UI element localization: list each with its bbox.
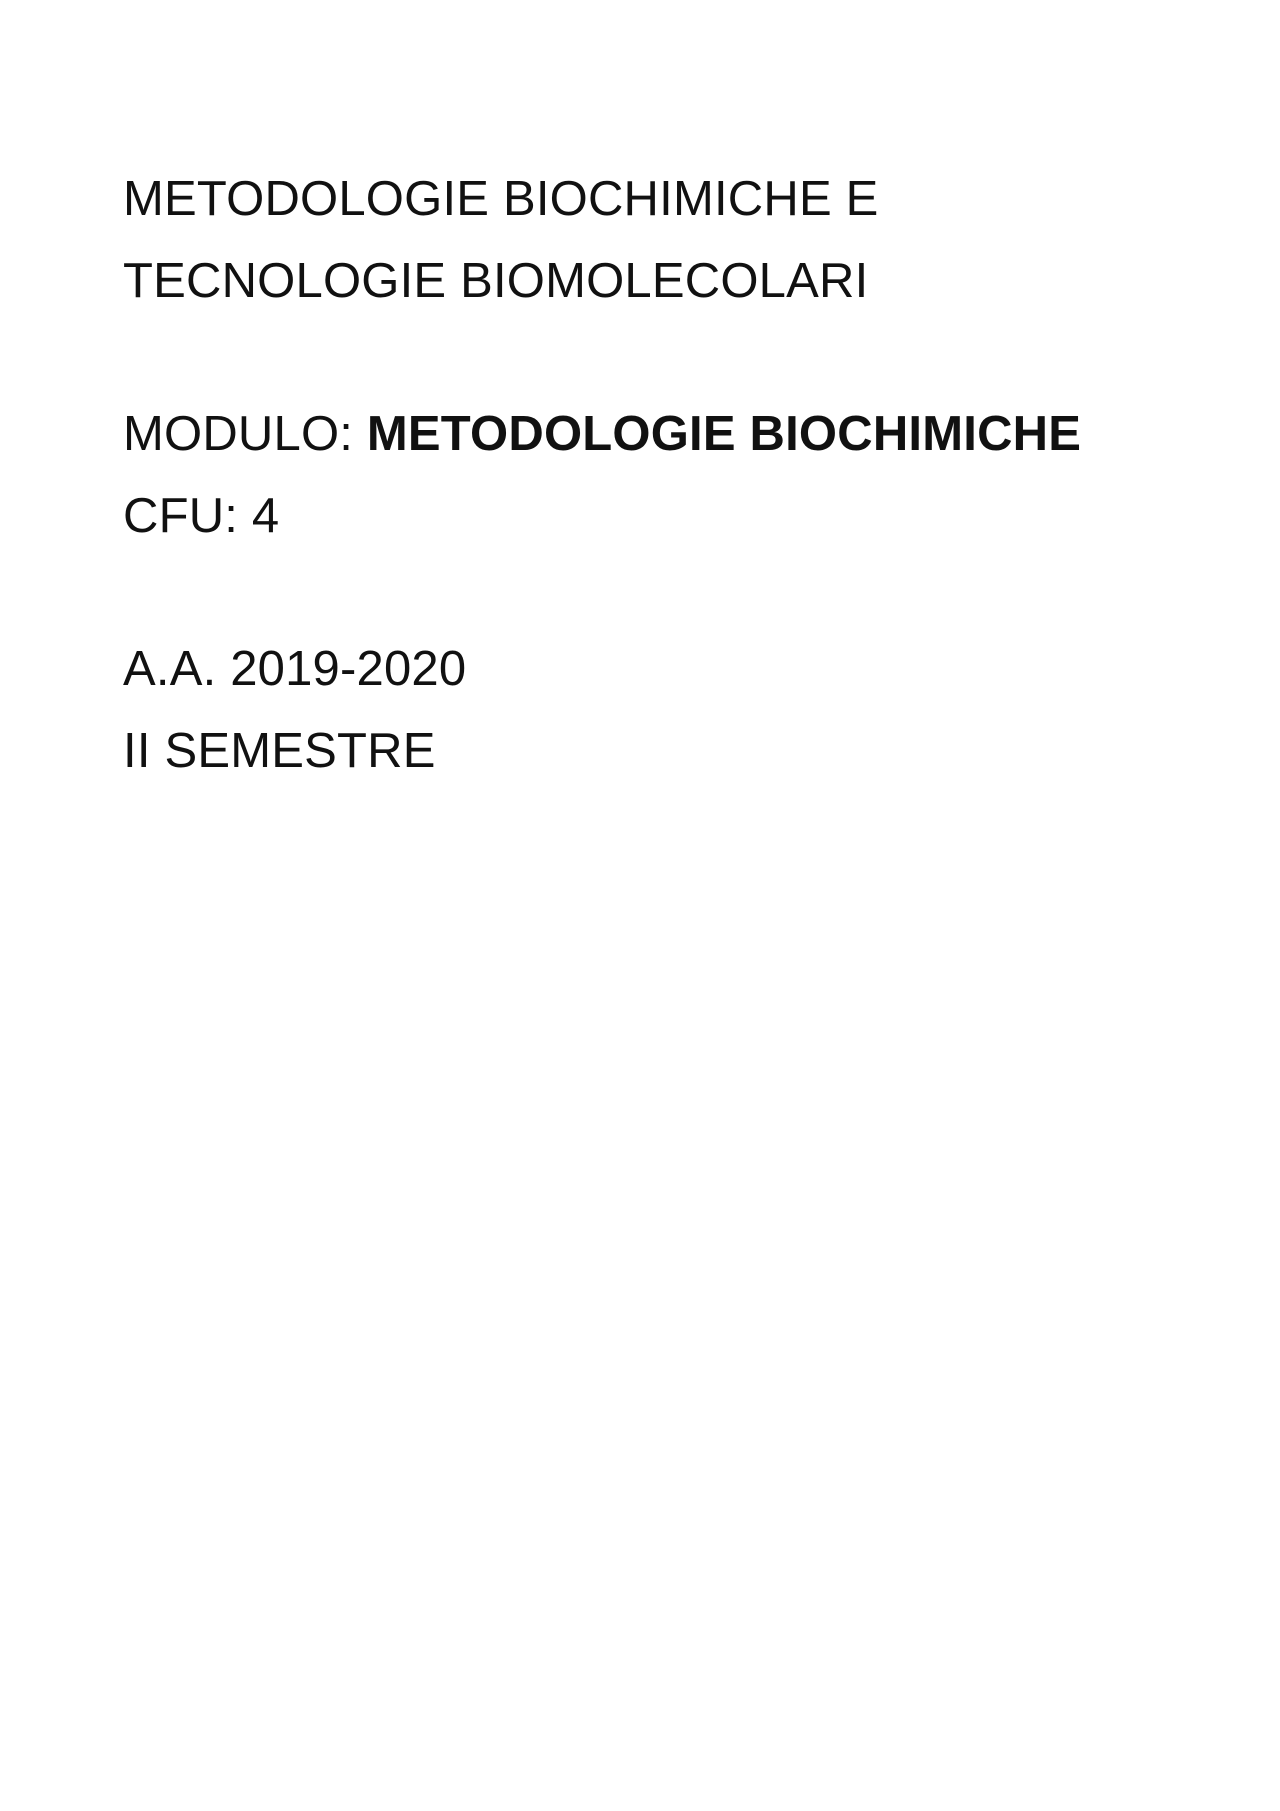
section-gap — [123, 322, 1183, 393]
cfu-line: CFU: 4 — [123, 489, 280, 543]
academic-year: A.A. 2019-2020 — [123, 642, 467, 696]
semester: II SEMESTRE — [123, 724, 436, 778]
cover-content — [123, 158, 1183, 792]
course-title-line-2: TECNOLOGIE BIOMOLECOLARI — [123, 254, 869, 308]
module-line — [123, 393, 1183, 475]
section-gap — [123, 557, 1183, 628]
module-label: MODULO: — [123, 407, 367, 461]
course-title-line-1: METODOLOGIE BIOCHIMICHE E — [123, 172, 879, 226]
module-name: METODOLOGIE BIOCHIMICHE — [366, 407, 1082, 461]
